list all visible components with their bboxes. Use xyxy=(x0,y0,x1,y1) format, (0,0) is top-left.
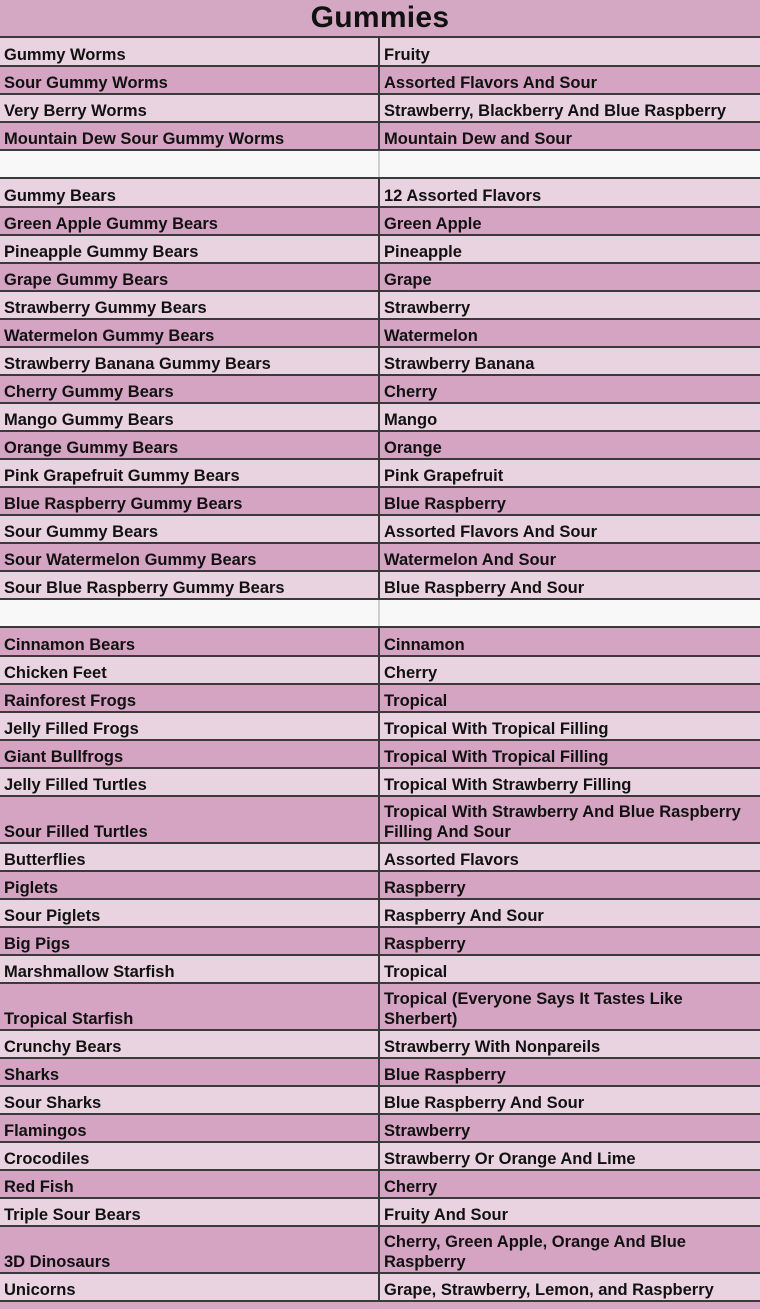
flavor-cell xyxy=(379,150,760,178)
candy-name-cell: Marshmallow Starfish xyxy=(0,955,379,983)
candy-name-cell: Gummy Worms xyxy=(0,38,379,66)
table-row xyxy=(0,768,760,796)
candy-name-cell: Sour Piglets xyxy=(0,899,379,927)
table-row xyxy=(0,235,760,263)
flavor-cell: Tropical (Everyone Says It Tastes Like Sherbert) xyxy=(379,983,760,1030)
flavor-cell: Assorted Flavors And Sour xyxy=(379,66,760,94)
flavor-cell: 12 Assorted Flavors xyxy=(379,178,760,207)
flavor-cell: Raspberry xyxy=(379,871,760,899)
flavor-cell: Strawberry, Blackberry And Blue Raspberry xyxy=(379,94,760,122)
candy-name-cell: Cherry Gummy Bears xyxy=(0,375,379,403)
candy-name-cell: Jelly Filled Turtles xyxy=(0,768,379,796)
candy-name-cell: Crocodiles xyxy=(0,1142,379,1170)
flavor-cell: Strawberry xyxy=(379,291,760,319)
flavor-cell: Cherry xyxy=(379,375,760,403)
candy-name-cell: Strawberry Gummy Bears xyxy=(0,291,379,319)
flavor-cell: Tropical With Strawberry And Blue Raspberry Filling And Sour xyxy=(379,796,760,843)
candy-name-cell: Chicken Feet xyxy=(0,656,379,684)
candy-name-cell: Butterflies xyxy=(0,843,379,871)
flavor-cell: Mountain Dew and Sour xyxy=(379,122,760,150)
flavor-cell: Tropical With Tropical Filling xyxy=(379,740,760,768)
table-row xyxy=(0,178,760,207)
spacer-row xyxy=(0,150,760,178)
table-row xyxy=(0,571,760,599)
table-row xyxy=(0,1030,760,1058)
table-row xyxy=(0,796,760,843)
candy-name-cell: Sour Blue Raspberry Gummy Bears xyxy=(0,571,379,599)
table-body xyxy=(0,38,760,1301)
candy-name-cell xyxy=(0,599,379,627)
flavor-cell: Tropical xyxy=(379,684,760,712)
table-row xyxy=(0,94,760,122)
flavor-cell: Blue Raspberry And Sour xyxy=(379,571,760,599)
flavor-cell: Cherry, Green Apple, Orange And Blue Raspberry xyxy=(379,1226,760,1273)
flavor-cell: Grape, Strawberry, Lemon, and Raspberry xyxy=(379,1273,760,1301)
candy-name-cell: Pineapple Gummy Bears xyxy=(0,235,379,263)
table-row xyxy=(0,319,760,347)
table-row xyxy=(0,347,760,375)
table-row xyxy=(0,207,760,235)
table-row xyxy=(0,1142,760,1170)
flavor-cell: Raspberry And Sour xyxy=(379,899,760,927)
candy-name-cell: Mountain Dew Sour Gummy Worms xyxy=(0,122,379,150)
flavor-cell: Raspberry xyxy=(379,927,760,955)
flavor-cell: Tropical With Strawberry Filling xyxy=(379,768,760,796)
table-row xyxy=(0,1170,760,1198)
flavor-cell: Watermelon And Sour xyxy=(379,543,760,571)
candy-name-cell: Green Apple Gummy Bears xyxy=(0,207,379,235)
table-row xyxy=(0,1198,760,1226)
candy-name-cell xyxy=(0,150,379,178)
table-row xyxy=(0,431,760,459)
candy-name-cell: Giant Bullfrogs xyxy=(0,740,379,768)
flavor-cell: Strawberry xyxy=(379,1114,760,1142)
candy-name-cell: Red Fish xyxy=(0,1170,379,1198)
candy-name-cell: Flamingos xyxy=(0,1114,379,1142)
table-row xyxy=(0,712,760,740)
candy-name-cell: Blue Raspberry Gummy Bears xyxy=(0,487,379,515)
table-row xyxy=(0,1086,760,1114)
candy-name-cell: Sour Gummy Bears xyxy=(0,515,379,543)
table-row xyxy=(0,543,760,571)
candy-name-cell: Mango Gummy Bears xyxy=(0,403,379,431)
candy-name-cell: Cinnamon Bears xyxy=(0,627,379,656)
flavor-cell: Green Apple xyxy=(379,207,760,235)
flavor-cell: Watermelon xyxy=(379,319,760,347)
candy-name-cell: Triple Sour Bears xyxy=(0,1198,379,1226)
candy-name-cell: Sour Filled Turtles xyxy=(0,796,379,843)
table-row xyxy=(0,1058,760,1086)
flavor-cell: Pink Grapefruit xyxy=(379,459,760,487)
table-row xyxy=(0,291,760,319)
spacer-row xyxy=(0,599,760,627)
sheet-title: Gummies xyxy=(0,0,760,38)
table-row xyxy=(0,927,760,955)
candy-name-cell: Unicorns xyxy=(0,1273,379,1301)
table-row xyxy=(0,515,760,543)
table-row xyxy=(0,122,760,150)
candy-name-cell: Big Pigs xyxy=(0,927,379,955)
candy-name-cell: 3D Dinosaurs xyxy=(0,1226,379,1273)
flavor-cell: Grape xyxy=(379,263,760,291)
flavor-cell: Assorted Flavors xyxy=(379,843,760,871)
candy-name-cell: Jelly Filled Frogs xyxy=(0,712,379,740)
table-row xyxy=(0,1273,760,1301)
flavor-cell: Fruity And Sour xyxy=(379,1198,760,1226)
flavor-cell: Cinnamon xyxy=(379,627,760,656)
table-row xyxy=(0,871,760,899)
table-row xyxy=(0,899,760,927)
candy-name-cell: Rainforest Frogs xyxy=(0,684,379,712)
table-row xyxy=(0,375,760,403)
candy-name-cell: Gummy Bears xyxy=(0,178,379,207)
candy-name-cell: Orange Gummy Bears xyxy=(0,431,379,459)
candy-name-cell: Sour Gummy Worms xyxy=(0,66,379,94)
table-row xyxy=(0,1226,760,1273)
candy-name-cell: Strawberry Banana Gummy Bears xyxy=(0,347,379,375)
candy-name-cell: Sour Watermelon Gummy Bears xyxy=(0,543,379,571)
flavor-cell: Blue Raspberry And Sour xyxy=(379,1086,760,1114)
table-row xyxy=(0,38,760,66)
table-row xyxy=(0,684,760,712)
table-row xyxy=(0,403,760,431)
table-row xyxy=(0,459,760,487)
table-row xyxy=(0,740,760,768)
flavor-cell xyxy=(379,599,760,627)
flavor-cell: Blue Raspberry xyxy=(379,1058,760,1086)
table-row xyxy=(0,66,760,94)
candy-name-cell: Very Berry Worms xyxy=(0,94,379,122)
table-row xyxy=(0,983,760,1030)
gummies-table xyxy=(0,38,760,1302)
candy-name-cell: Crunchy Bears xyxy=(0,1030,379,1058)
flavor-cell: Strawberry Or Orange And Lime xyxy=(379,1142,760,1170)
candy-name-cell: Watermelon Gummy Bears xyxy=(0,319,379,347)
table-row xyxy=(0,263,760,291)
candy-name-cell: Sour Sharks xyxy=(0,1086,379,1114)
flavor-cell: Pineapple xyxy=(379,235,760,263)
flavor-cell: Cherry xyxy=(379,1170,760,1198)
flavor-cell: Mango xyxy=(379,403,760,431)
candy-name-cell: Piglets xyxy=(0,871,379,899)
flavor-cell: Cherry xyxy=(379,656,760,684)
flavor-cell: Tropical xyxy=(379,955,760,983)
table-row xyxy=(0,1114,760,1142)
flavor-cell: Assorted Flavors And Sour xyxy=(379,515,760,543)
table-row xyxy=(0,955,760,983)
candy-name-cell: Tropical Starfish xyxy=(0,983,379,1030)
flavor-cell: Tropical With Tropical Filling xyxy=(379,712,760,740)
table-row xyxy=(0,843,760,871)
flavor-cell: Blue Raspberry xyxy=(379,487,760,515)
flavor-cell: Strawberry With Nonpareils xyxy=(379,1030,760,1058)
flavor-cell: Orange xyxy=(379,431,760,459)
flavor-cell: Fruity xyxy=(379,38,760,66)
flavor-cell: Strawberry Banana xyxy=(379,347,760,375)
candy-name-cell: Sharks xyxy=(0,1058,379,1086)
table-row xyxy=(0,656,760,684)
candy-name-cell: Grape Gummy Bears xyxy=(0,263,379,291)
candy-name-cell: Pink Grapefruit Gummy Bears xyxy=(0,459,379,487)
table-row xyxy=(0,627,760,656)
table-row xyxy=(0,487,760,515)
